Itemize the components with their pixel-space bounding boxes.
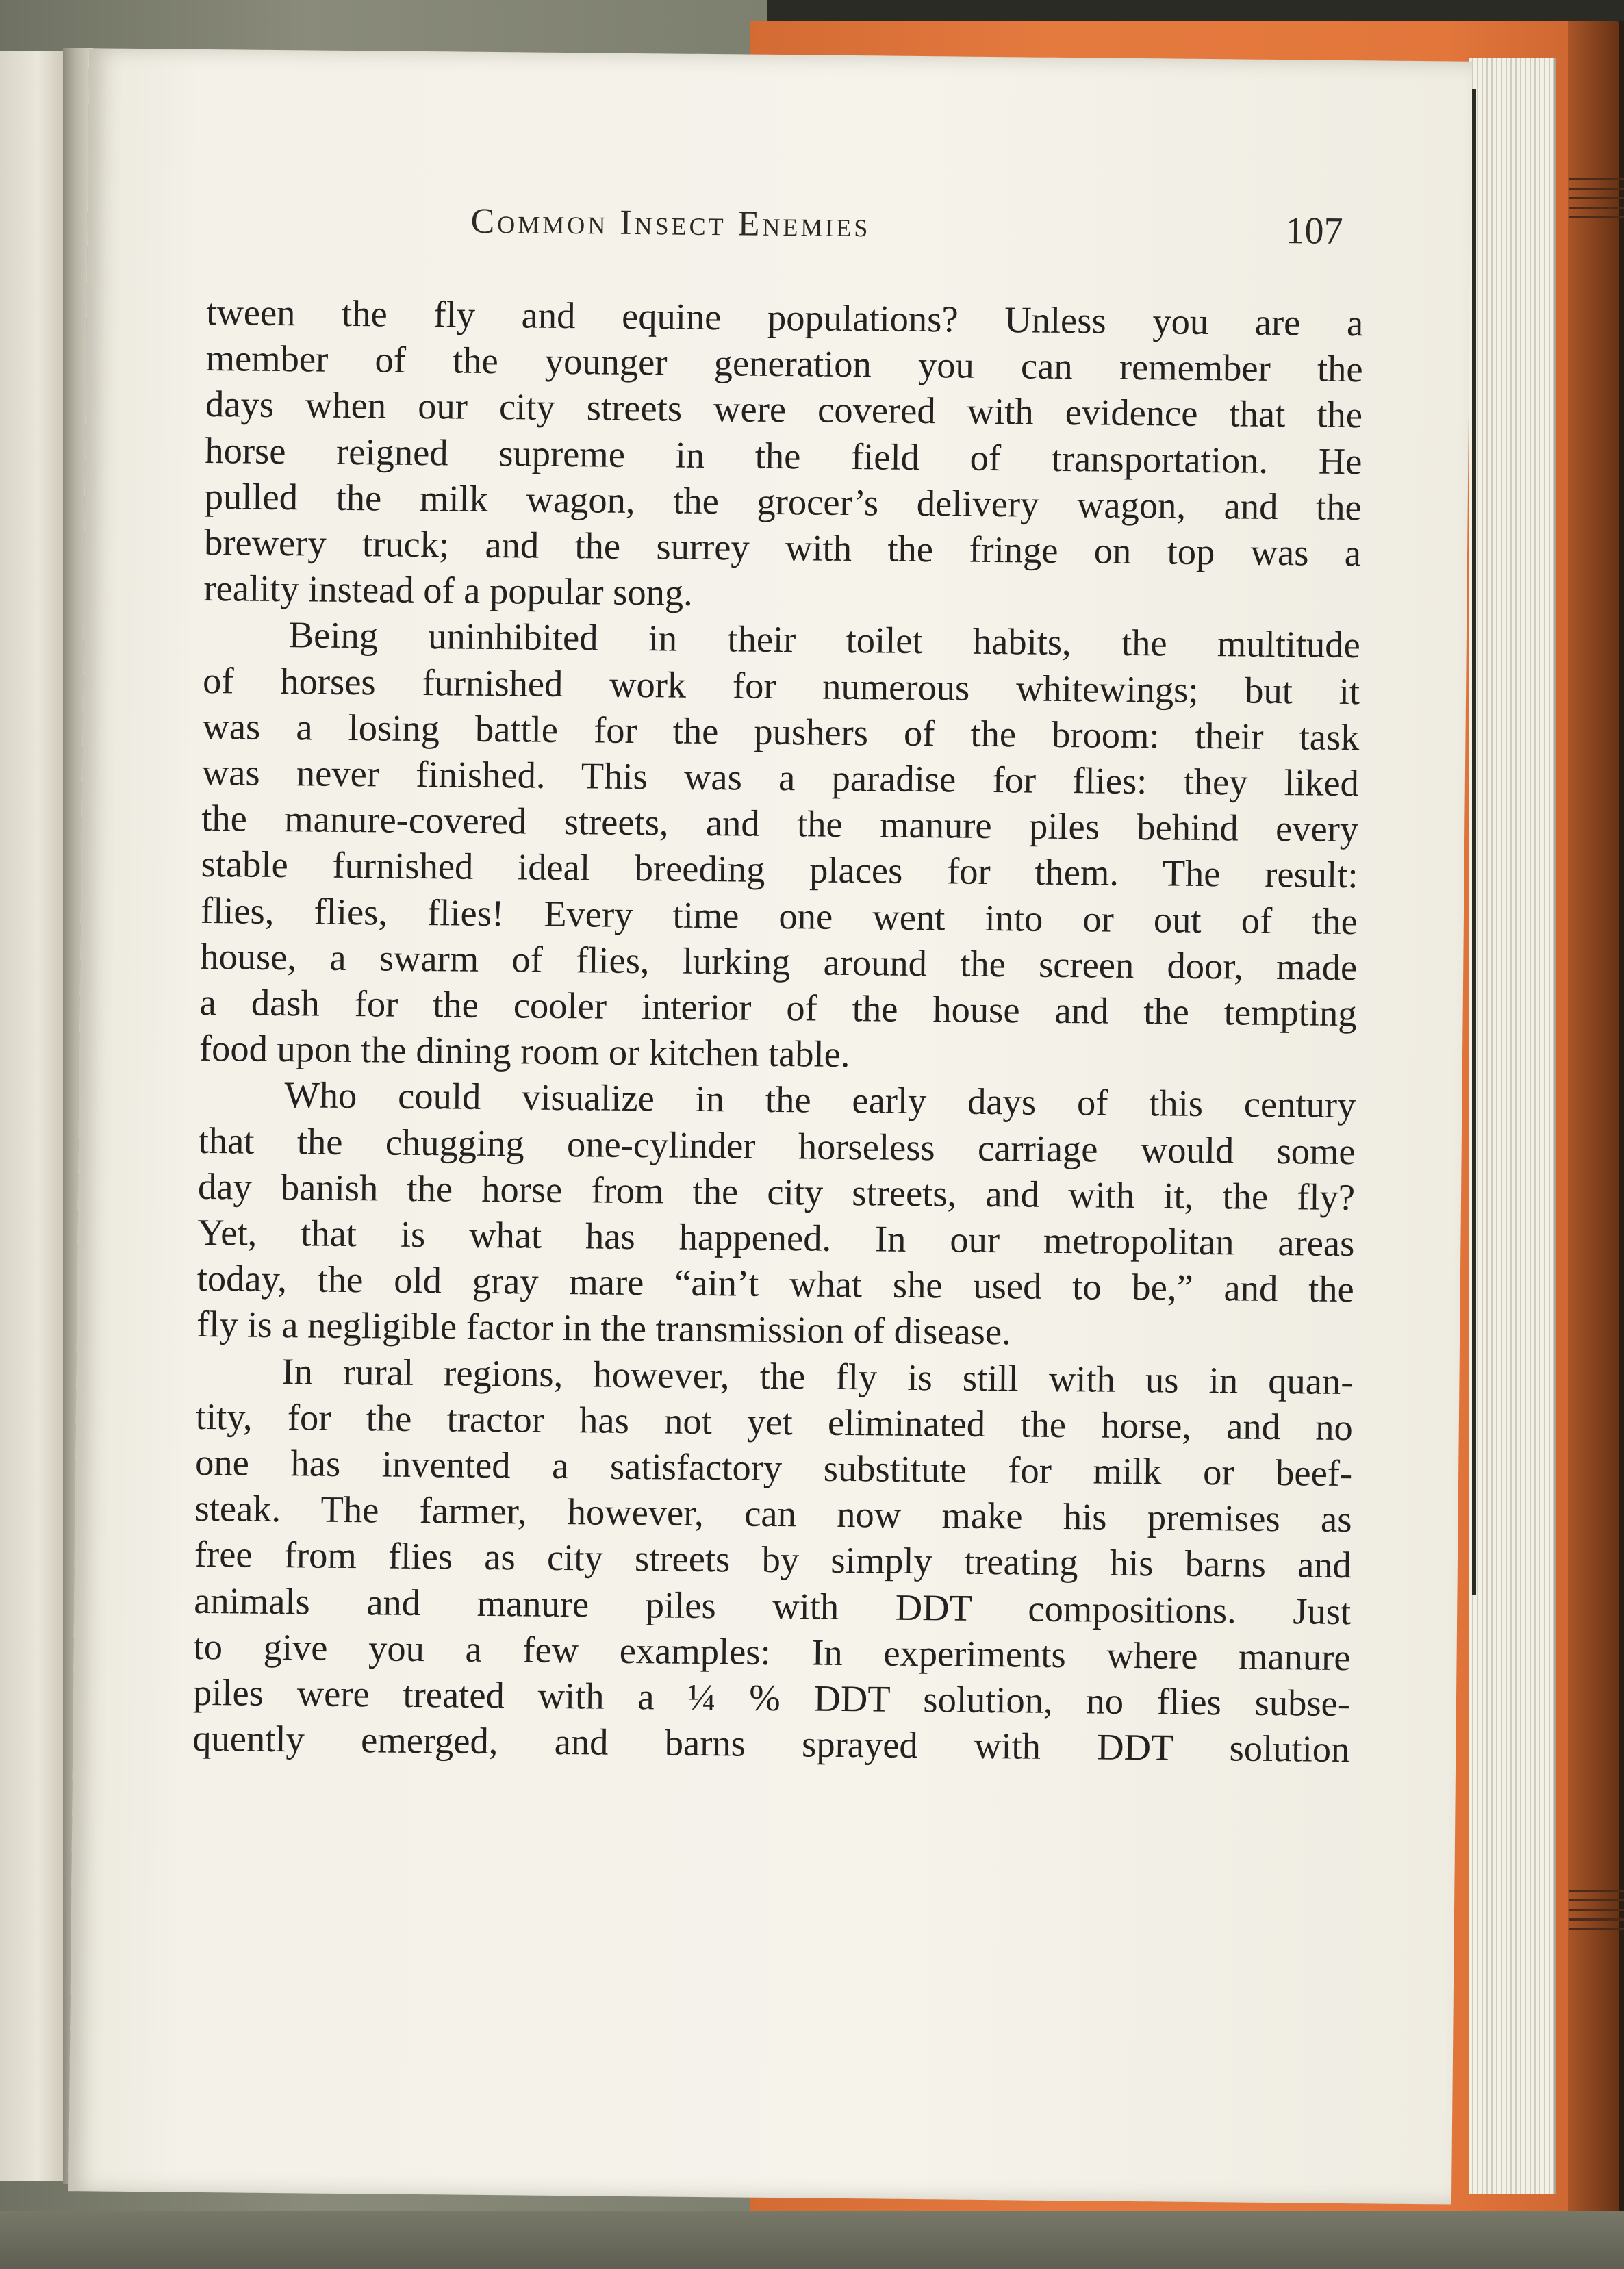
- text-line: In rural regions, however, the fly is still with us in quan-: [281, 1349, 1354, 1402]
- text-line: today, the old gray mare “ain’t what she used to be,” and the: [196, 1257, 1355, 1310]
- text-line: free from flies as city streets by simply treating his barns and: [194, 1533, 1352, 1586]
- paragraph: [199, 611, 1360, 1082]
- text-line: tween the fly and equine populations? Unless you are a: [206, 290, 1364, 344]
- text-line: a dash for the cooler interior of the house and the tempting: [199, 980, 1357, 1035]
- text-line: days when our city streets were covered with evidence that the: [205, 383, 1363, 436]
- paragraph: [196, 1071, 1356, 1358]
- book-page: [68, 48, 1472, 2204]
- text-line: Being uninhibited in their toilet habits, the multitude: [288, 613, 1361, 666]
- text-line: one has invented a satisfactory substitute for milk or beef-: [194, 1441, 1353, 1495]
- text-line: house, a swarm of flies, lurking around the screen door, made: [200, 935, 1358, 988]
- text-line: flies, flies, flies! Every time one went into or out of the: [200, 889, 1358, 942]
- body-text: [192, 289, 1364, 1773]
- text-line: Yet, that is what has happened. In our metropolitan areas: [197, 1210, 1355, 1265]
- running-head: [470, 201, 1361, 253]
- page-edges: [1469, 58, 1556, 2194]
- text-line: day banish the horse from the city streets, and with it, the fly?: [197, 1165, 1356, 1218]
- previous-page-edge: [0, 51, 66, 2181]
- text-line: the manure-covered streets, and the manure piles behind every: [201, 797, 1359, 850]
- text-line: of horses furnished work for numerous whitewings; but it: [202, 659, 1360, 712]
- text-line: piles were treated with a ¼ % DDT solution, no flies subse-: [192, 1671, 1351, 1725]
- jacket-decoration-lines-bottom: [1569, 1890, 1624, 1938]
- text-line: steak. The farmer, however, can now make his premises as: [194, 1487, 1352, 1541]
- text-line: horse reigned supreme in the field of transportation. He: [205, 429, 1362, 482]
- text-line: fly is a negligible factor in the transmission of disease.: [196, 1303, 1012, 1353]
- text-line: member of the younger generation you can remember the: [205, 337, 1363, 390]
- text-line: was never finished. This was a paradise for flies: they liked: [201, 750, 1360, 804]
- page-number: 107: [1285, 210, 1343, 253]
- text-line: reality instead of a popular song.: [203, 567, 694, 614]
- text-line: tity, for the tractor has not yet eliminated the horse, and no: [195, 1395, 1354, 1448]
- text-line: was a losing battle for the pushers of the broom: their task: [202, 705, 1360, 758]
- text-line: food upon the dining room or kitchen table.: [199, 1027, 850, 1076]
- book-cover-bottom: [0, 2211, 1624, 2269]
- text-line: brewery truck; and the surrey with the fringe on top was a: [203, 520, 1362, 574]
- text-line: animals and manure piles with DDT compositions. Just: [194, 1579, 1352, 1632]
- text-line: pulled the milk wagon, the grocer’s delivery wagon, and the: [204, 474, 1362, 528]
- text-line: that the chugging one-cylinder horseless carriage would some: [198, 1119, 1356, 1172]
- text-line: to give you a few examples: In experiments where manure: [193, 1625, 1351, 1678]
- paragraph: [192, 1347, 1354, 1773]
- text-line: stable furnished ideal breeding places for them. The result:: [201, 843, 1358, 896]
- text-line: Who could visualize in the early days of this century: [284, 1074, 1356, 1126]
- paragraph: [203, 289, 1363, 622]
- jacket-decoration-lines-top: [1569, 178, 1624, 226]
- text-line: quently emerged, and barns sprayed with DDT solution: [192, 1717, 1350, 1771]
- page-edge-shadow: [1472, 89, 1476, 1595]
- running-head-title: Common Insect Enemies: [470, 201, 871, 245]
